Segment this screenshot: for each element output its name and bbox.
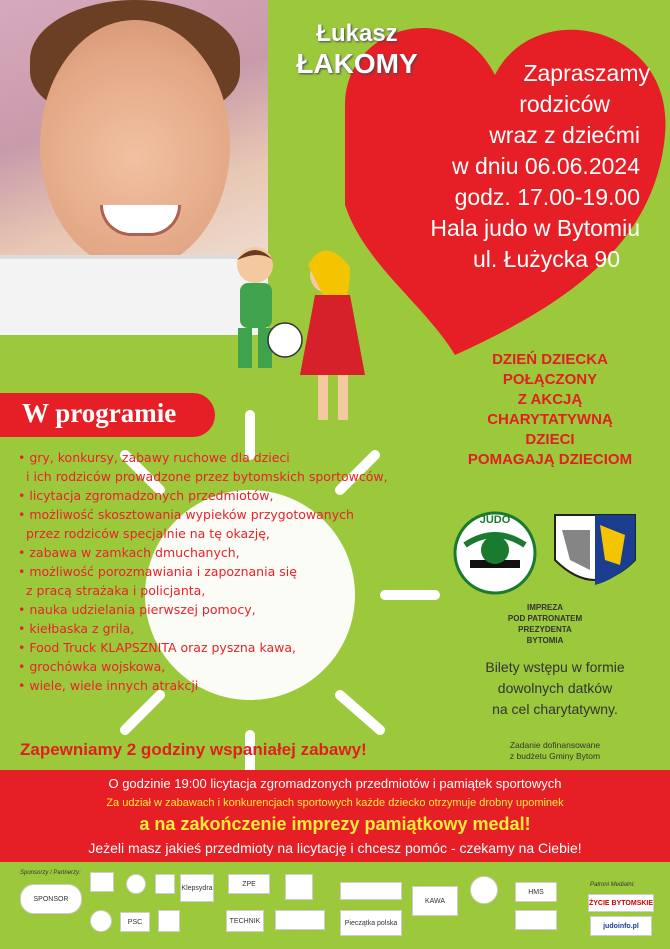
patronage-text: [470, 602, 620, 646]
sponsor-logo: PSC: [120, 912, 150, 932]
program-heading-badge: [0, 393, 215, 437]
program-item: z pracą strażaka i policjanta,: [26, 583, 206, 598]
tickets-line: Bilety wstępu w formie: [485, 659, 625, 675]
sponsor-logo-icon: [515, 910, 557, 930]
bytom-coat-of-arms: [555, 515, 635, 585]
sponsor-logo-icon: [126, 874, 146, 894]
invitation-line: wraz z dziećmi: [489, 122, 640, 148]
program-item: • możliwość skosztowania wypieków przygotowanych: [18, 507, 354, 522]
sponsor-logo: Klepsydra: [180, 874, 214, 902]
invitation-time: godz. 17.00-19.00: [454, 184, 640, 210]
program-item: • możliwość porozmawiania i zapoznania się: [18, 564, 297, 579]
program-item: • grochówka wojskowa,: [18, 659, 166, 674]
program-item: • Food Truck KLAPSZNITA oraz pyszna kawa,: [18, 640, 296, 655]
sponsor-logo-icon: [285, 874, 313, 900]
gift-info: Za udział w zabawach i konkurencjach sportowych każde dziecko otrzymuje drobny upominek: [106, 797, 564, 809]
sponsor-logo-icon: [340, 882, 402, 900]
sponsor-logo-icon: [158, 910, 180, 932]
program-item: • licytacja zgromadzonych przedmiotów,: [18, 488, 274, 503]
program-item: • zabawa w zamkach dmuchanych,: [18, 545, 240, 560]
sponsor-logo: HMS: [515, 882, 557, 902]
media-logo: judoinfo.pl: [590, 916, 652, 936]
sponsor-logo-icon: [90, 872, 114, 892]
program-item: • kiełbaska z grila,: [18, 621, 135, 636]
judo-logo-text: JUDO: [479, 514, 511, 526]
sponsor-logo: KAWA: [412, 886, 458, 916]
grant-line: z budżetu Gminy Bytom: [509, 751, 601, 761]
patronage-line: IMPREZA: [527, 603, 563, 612]
donation-call: Jeżeli masz jakieś przedmioty na licytację i chcesz pomóc - czekamy na Ciebie!: [88, 840, 582, 856]
grant-line: Zadanie dofinansowane: [509, 740, 601, 750]
tickets-line: na cel charytatywny.: [492, 701, 618, 717]
charity-line: POMAGAJĄ DZIECIOM: [467, 451, 633, 468]
charity-slogan: [440, 350, 660, 470]
charity-line: DZIECI: [525, 431, 575, 448]
tickets-line: dowolnych datków: [497, 680, 613, 696]
judo-club-logo: [455, 513, 535, 593]
invitation-line: rodziców: [519, 91, 610, 117]
patronage-line: BYTOMIA: [526, 636, 564, 645]
invitation-address: ul. Łużycka 90: [472, 246, 620, 272]
tickets-info: [455, 657, 655, 720]
charity-line: CHARYTATYWNĄ: [487, 411, 613, 428]
invitation-line: Zapraszamy: [523, 60, 650, 86]
patronage-line: PREZYDENTA: [518, 625, 572, 634]
program-item: i ich rodziców prowadzone przez bytomskich sportowców,: [26, 469, 388, 484]
invitation-text: [380, 58, 670, 275]
invitation-place: Hala judo w Bytomiu: [430, 215, 640, 241]
program-item: • nauka udzielania pierwszej pomocy,: [18, 602, 256, 617]
first-name: Łukasz: [316, 20, 398, 47]
grant-info: [470, 740, 640, 762]
program-heading: W programie: [22, 398, 177, 428]
sponsor-logo: SPONSOR: [20, 884, 82, 914]
sponsors-label: Sponsorzy / Partnerzy:: [20, 870, 81, 876]
sponsor-logo: TECHNIK: [226, 910, 264, 932]
sponsor-logo: ZPE: [228, 874, 270, 894]
sponsor-logo: Pieczątka polska: [340, 910, 402, 936]
program-list: [18, 448, 438, 695]
fun-promise: Zapewniamy 2 godziny wspaniałej zabawy!: [20, 740, 367, 759]
charity-line: Z AKCJĄ: [517, 391, 583, 408]
club-and-city-logos: [450, 505, 660, 600]
program-item: • wiele, wiele innych atrakcji: [18, 678, 199, 693]
program-item: przez rodziców specjalnie na tę okazję,: [26, 526, 270, 541]
medal-info: a na zakończenie imprezy pamiątkowy medal!: [139, 814, 531, 834]
media-logo: ŻYCIE BYTOMSKIE: [588, 894, 654, 912]
invitation-date: w dniu 06.06.2024: [452, 153, 640, 179]
charity-line: POŁĄCZONY: [502, 371, 598, 388]
sponsors-strip: [0, 862, 670, 949]
sponsor-logo-icon: [470, 876, 498, 904]
sponsor-logo-icon: [275, 910, 325, 930]
last-name: ŁAKOMY: [296, 48, 418, 79]
media-patrons-label: Patroni Medialni:: [590, 882, 635, 888]
program-item: • gry, konkursy, zabawy ruchowe dla dzieci: [18, 450, 290, 465]
patronage-line: POD PATRONATEM: [507, 614, 583, 623]
sponsor-logo-icon: [155, 874, 175, 894]
auction-info: O godzinie 19:00 licytacja zgromadzonych przedmiotów i pamiątek sportowych: [108, 776, 562, 791]
charity-line: DZIEŃ DZIECKA: [492, 351, 608, 368]
sponsor-logo-icon: [90, 910, 112, 932]
